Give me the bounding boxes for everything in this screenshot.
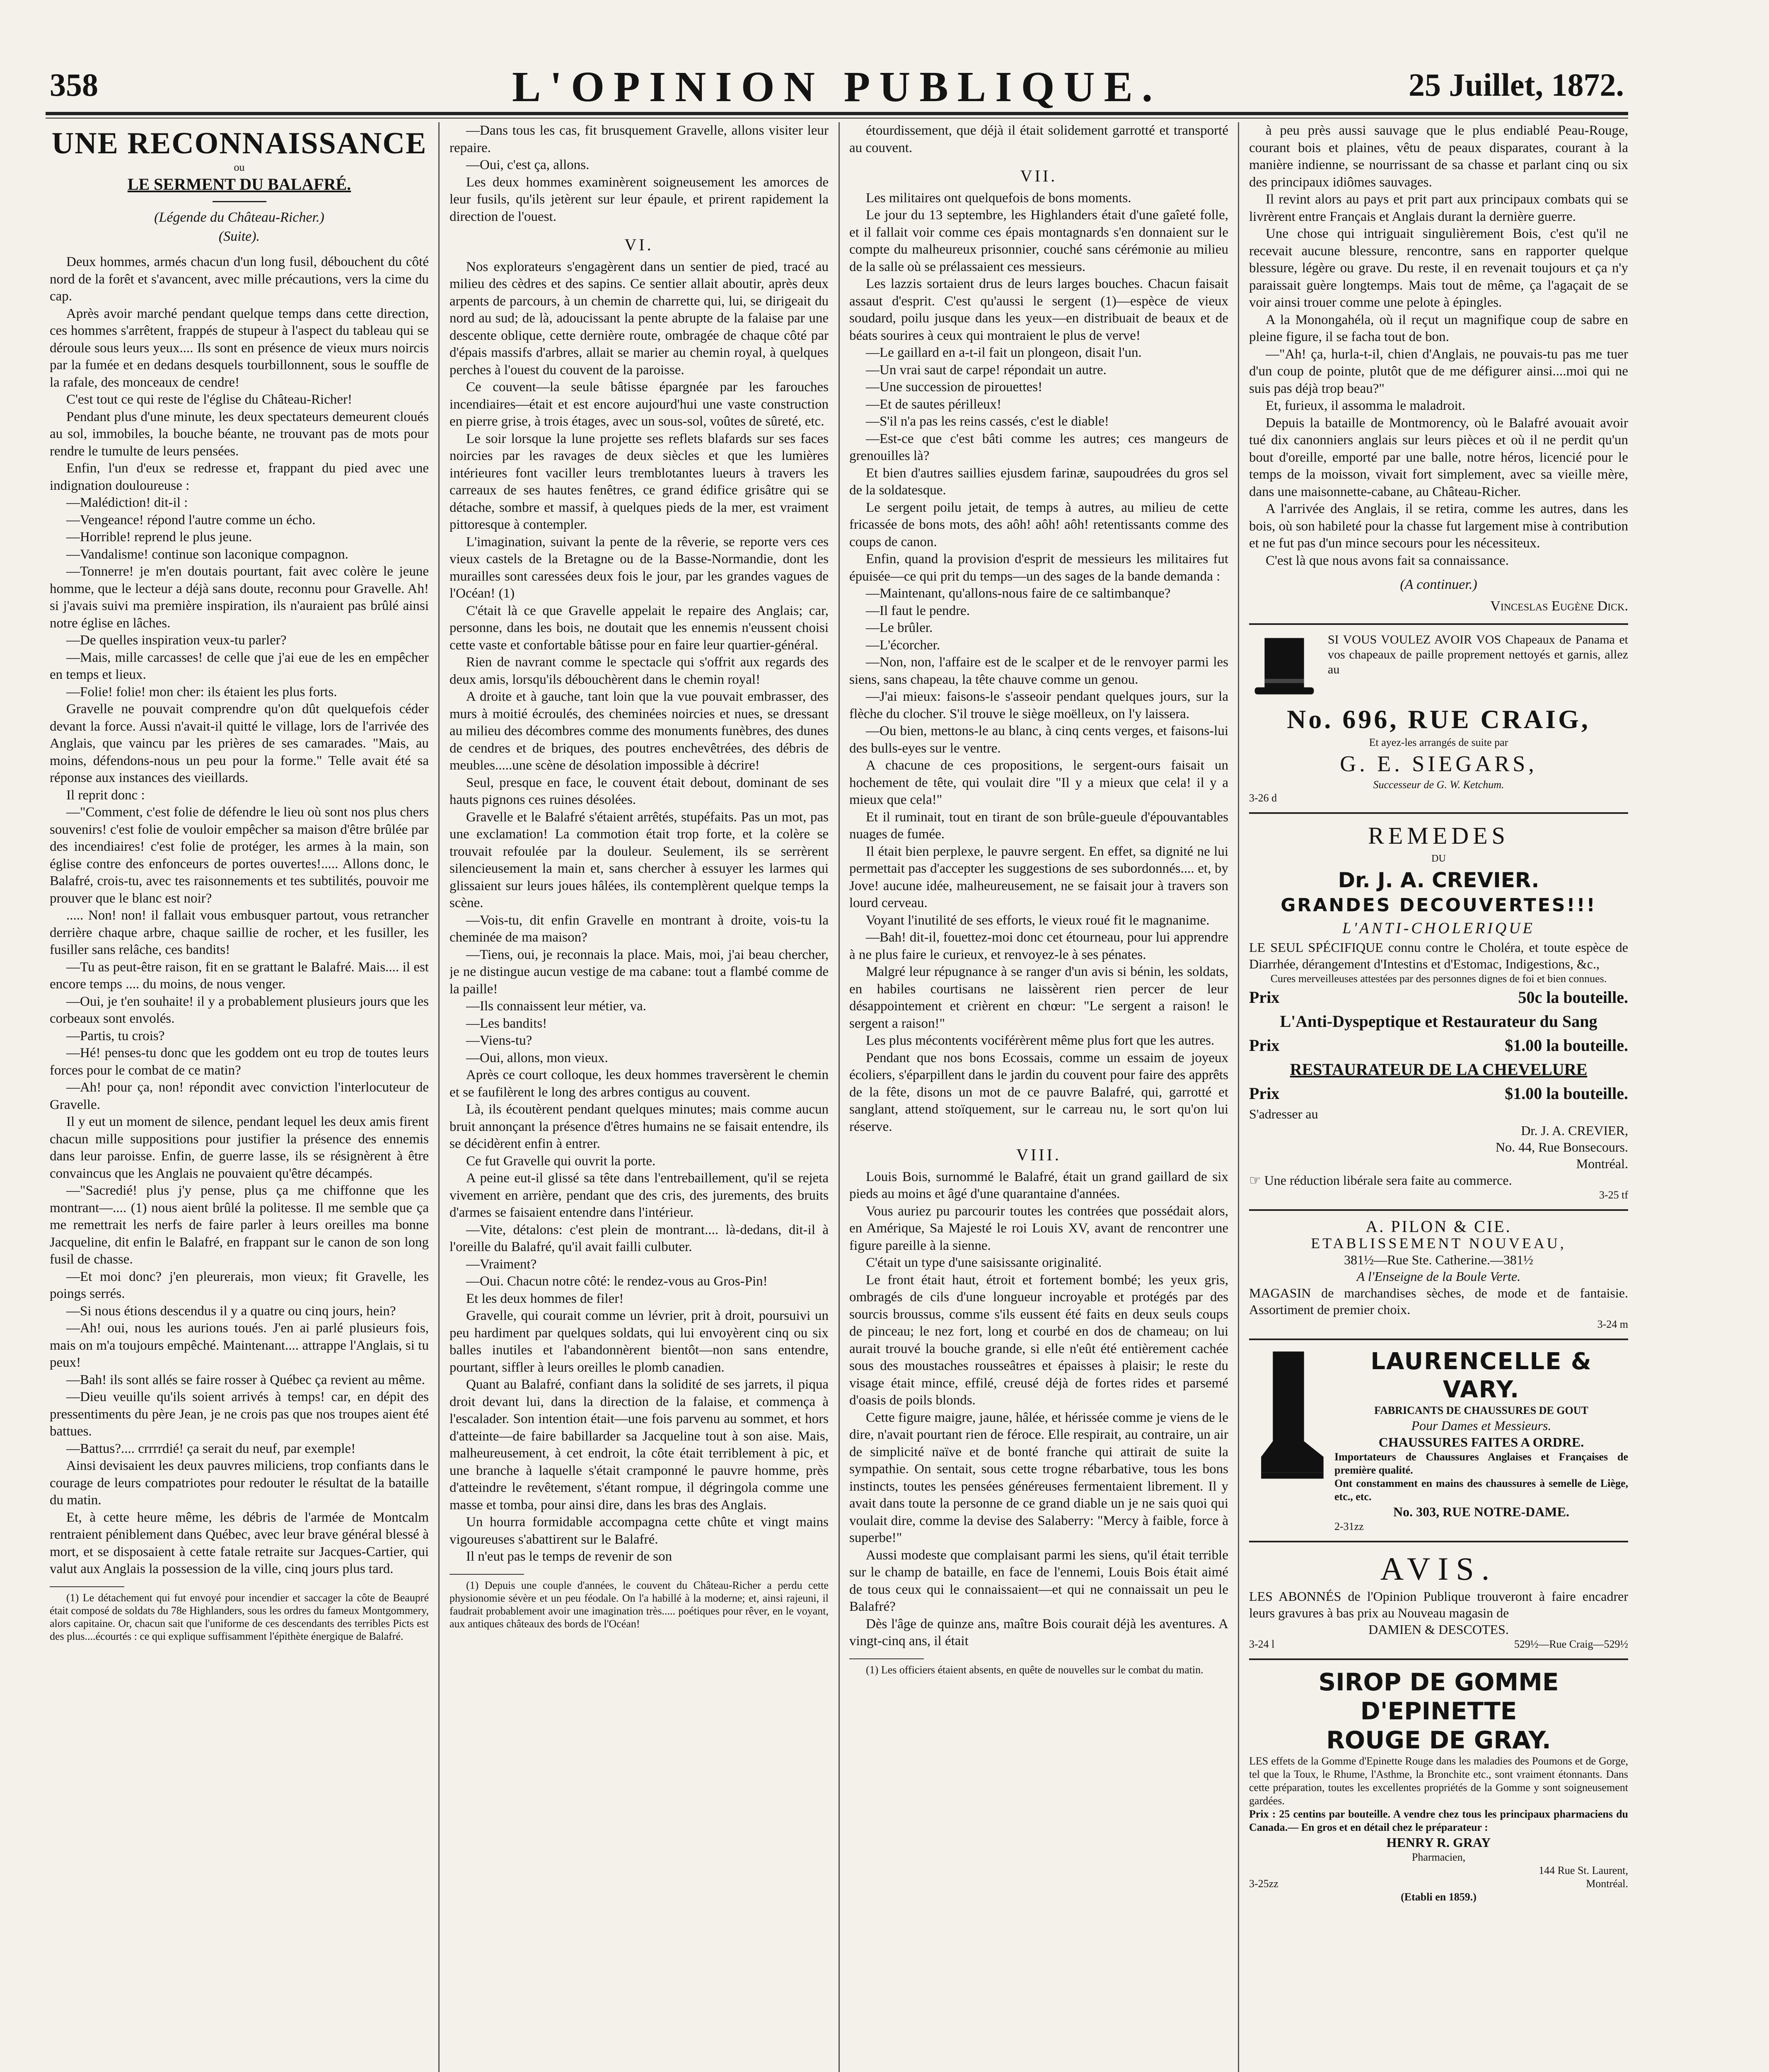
- hat-ad-name: G. E. SIEGARS,: [1340, 751, 1537, 776]
- paragraph: Aussi modeste que complaisant parmi les siens, qu'il était terrible sur le champ de bataille, en face de l'ennemi, Louis Bois était aimé de tous ceux qui le connaissaient—et qui ne connaissait un peu le Balafré?: [849, 1547, 1228, 1614]
- paragraph: —Vraiment?: [466, 1256, 537, 1272]
- paragraph: Vous auriez pu parcourir toutes les contrées que possédait alors, en Amérique, Sa Majesté le roi Louis XV, avant de rencontrer une figure pareille à la sienne.: [849, 1203, 1228, 1253]
- paragraph: Et il ruminait, tout en tirant de son brûle-gueule d'épouvantables nuages de fumée.: [849, 809, 1228, 842]
- remedes-text: LE SEUL SPÉCIFIQUE connu contre le Choléra, et toute espèce de Diarrhée, dérangement d'Intestins et d'Estomac, Indigestions, &c.,: [1249, 939, 1628, 971]
- laurencelle-ad: [1249, 1348, 1628, 1533]
- paragraph: —Dieu veuille qu'ils soient arrivés à temps! car, en dépit des pressentiments du père Jean, je ne crois pas que nos troupes aient été battues.: [50, 1389, 429, 1439]
- sirop-name: HENRY R. GRAY: [1386, 1835, 1491, 1850]
- section-heading: VI.: [624, 235, 654, 254]
- paragraph: —Hé! penses-tu donc que les goddem ont eu trop de toutes leurs forces pour le combat de ce matin?: [50, 1046, 429, 1078]
- article-title-connector: ou: [234, 161, 245, 173]
- paragraph: Rien de navrant comme le spectacle qui s'offrit aux regards des deux amis, lorsqu'ils débouchèrent dans le chemin royal!: [450, 655, 829, 687]
- paragraph: —Un vrai saut de carpe! répondait un autre.: [866, 362, 1107, 378]
- header-rule: [46, 112, 1628, 115]
- price-row: [1249, 1034, 1628, 1058]
- paragraph: L'imagination, suivant la pente de la rêverie, se reporte vers ces vieux castels de la Bretagne ou de la Basse-Normandie, dont les murailles sont caressées deux fois le jour, par les grandes vagues de l'Océan! (1): [450, 534, 829, 601]
- paragraph: Depuis la bataille de Montmorency, où le Balafré avouait avoir tué dix canonniers anglais sur leurs pièces et où il ne perdit qu'un bout d'oreille, emporté par une balle, notre héros, licencié pour le temps de la moisson, vivait fort simplement, avec sa vieille mère, dans une maisonnette-cabane, au Château-Richer.: [1249, 415, 1628, 499]
- paragraph: —Ah! pour ça, non! répondit avec conviction l'interlocuteur de Gravelle.: [50, 1080, 429, 1112]
- col4-body: [1249, 122, 1628, 569]
- remedes-restaurateur: RESTAURATEUR DE LA CHEVELURE: [1290, 1060, 1588, 1079]
- title-rule: [213, 201, 266, 202]
- paragraph: A chacune de ces propositions, le sergent-ours faisait un hochement de tête, qui voulait dire "Il y a mieux que cela! il y a mieux que cela!": [849, 758, 1228, 807]
- paragraph: A peine eut-il glissé sa tête dans l'entrebaillement, qu'il se rejeta vivement en arrière, pendant que des cris, des jurements, des bruits d'armes se faisaient entendre dans l'intérieur.: [450, 1171, 829, 1220]
- paragraph: Et bien d'autres saillies ejusdem farinæ, saupoudrées du gros sel de la soldatesque.: [849, 465, 1228, 498]
- masthead: [50, 62, 1624, 120]
- paragraph: Les militaires ont quelquefois de bons moments.: [866, 190, 1131, 206]
- paragraph: —Horrible! reprend le plus jeune.: [66, 530, 252, 545]
- pilon-ad: [1249, 1218, 1628, 1331]
- paragraph: —Vite, détalons: c'est plein de montrant.... là-dedans, dit-il à l'oreille du Balafré, qu'il avait failli culbuter.: [450, 1222, 829, 1254]
- section-heading: VIII.: [1016, 1145, 1061, 1164]
- paragraph: Il n'eut pas le temps de revenir de son: [466, 1549, 672, 1564]
- paragraph: —Tu as peut-être raison, fit en se grattant le Balafré. Mais.... il est encore temps .... du moins, de nous venger.: [50, 959, 429, 992]
- avis-address: 529½—Rue Craig—529½: [1514, 1638, 1628, 1650]
- ad-rule: [1249, 1209, 1628, 1211]
- paragraph: —S'il n'a pas les reins cassés, c'est le diable!: [866, 414, 1109, 429]
- avis-text: LES ABONNÉS de l'Opinion Publique trouveront à faire encadrer leurs gravures à bas prix au Nouveau magasin de: [1249, 1588, 1628, 1620]
- footnote: (1) Depuis une couple d'années, le couvent du Château-Richer a perdu cette physionomie sévère et un peu féodale. On l'a habillé à la moderne; et, ainsi rajeuni, il faudrait probablement avoir une imagination très..... poétiques pour rêver, en le voyant, aux antiques châteaux des bords de l'Océan!: [450, 1579, 829, 1630]
- paragraph: —Ah! oui, nous les aurions toués. J'en ai parlé plusieurs fois, mais on m'a toujours empêché. Maintenant.... attrappe l'Anglais, si tu peux!: [50, 1321, 429, 1370]
- ad-ref: 3-25zz: [1249, 1877, 1278, 1890]
- paragraph: Il y eut un moment de silence, pendant lequel les deux amis firent chacun mille suppositions pour justifier la présence des ennemis dans leur paroisse. Enfin, de guerre lasse, ils se résignèrent à être convaincus que les Anglais ne pouvaient qu'être décampés.: [50, 1114, 429, 1181]
- header-rule-thin: [46, 118, 1628, 119]
- footnote: (1) Les officiers étaient absents, en quête de nouvelles sur le combat du matin.: [866, 1663, 1204, 1676]
- sirop-city: Montréal.: [1586, 1877, 1628, 1890]
- paragraph: Il était bien perplexe, le pauvre sergent. En effet, sa dignité ne lui permettait pas d'accepter les suggestions de ses subordonnés.... et, by Jove! aucune idée, malheureusement, ne se faisait jour à travers son lourd cerveau.: [849, 844, 1228, 910]
- paragraph: Gravelle ne pouvait comprendre qu'on dût quelquefois céder devant la force. Aussi n'avait-il quitté le village, lors de l'arrivée des Anglais, que vaincu par les prières de ses camarades. "Mais, au moins, défendons-nous un peu pour la forme." Telle avait été sa réponse aux instances des vieillards.: [50, 702, 429, 785]
- sirop-prix: Prix : 25 centins par bouteille. A vendre chez tous les principaux pharmaciens du Canada.— En gros et en détail chez le préparateur :: [1249, 1808, 1628, 1833]
- remedes-cures: Cures merveilleuses attestées par des personnes dignes de foi et bien connues.: [1270, 972, 1607, 985]
- paragraph: —Partis, tu crois?: [66, 1028, 165, 1043]
- price-label: Prix: [1249, 1084, 1280, 1103]
- column-1: [50, 122, 429, 2072]
- issue-date: 25 Juillet, 1872.: [1409, 67, 1624, 103]
- article-title: UNE RECONNAISSANCE: [51, 126, 427, 160]
- paragraph: —Une succession de pirouettes!: [866, 380, 1043, 395]
- paragraph: Le sergent poilu jetait, de temps à autres, au milieu de cette fricassée de bons mots, des aôh! aôh! aôh! retentissants comme des coups de canon.: [849, 500, 1228, 549]
- column-4: [1249, 122, 1628, 2072]
- paragraph: Les plus mécontents vociférèrent même plus fort que les autres.: [866, 1033, 1215, 1048]
- top-hat-icon: [1249, 632, 1320, 703]
- paragraph: —Il faut le pendre.: [866, 603, 970, 618]
- paragraph: Une chose qui intriguait singulièrement Bois, c'est qu'il ne recevait aucune blessure, rencontre, sans en rapporter quelque blessure, légère ou grave. Du reste, il en revenait toujours et ça n'y paraissait guère longtemps. Mais tout de même, ça l'agaçait de se voir ainsi trouer comme une pelote à épingles.: [1249, 226, 1628, 310]
- paragraph: Et, à cette heure même, les débris de l'armée de Montcalm rentraient péniblement dans Québec, avec leur brave général blessé à mort, et se disposaient à cette fatale retraite sur Jacques-Cartier, qui valut aux Anglais la possession de la ville, cinq jours plus tard.: [50, 1510, 429, 1576]
- paragraph: —Et de sautes périlleux!: [866, 397, 1002, 412]
- paragraph: C'était un type d'une saisissante originalité.: [866, 1255, 1102, 1270]
- laurencelle-text2: Ont constamment en mains des chaussures à semelle de Liège, etc., etc.: [1334, 1477, 1628, 1503]
- price-value: 50c la bouteille.: [1518, 988, 1628, 1007]
- article-legend: (Légende du Château-Richer.): [154, 210, 324, 225]
- ad-rule: [1249, 1658, 1628, 1660]
- paragraph: Seul, presque en face, le couvent était debout, dominant de ses hauts pignons ces ruines désolées.: [450, 775, 829, 807]
- paragraph: —Viens-tu?: [466, 1033, 532, 1048]
- boot-icon: [1249, 1348, 1328, 1480]
- pilon-name: A. PILON & CIE.: [1365, 1217, 1512, 1236]
- ad-ref: 3-24 m: [1597, 1318, 1628, 1330]
- paragraph: Après ce court colloque, les deux hommes traversèrent le chemin et se faufilèrent le long des arbres contigus au couvent.: [450, 1067, 829, 1100]
- paragraph: —Non, non, l'affaire est de le scalper et de le renvoyer parmi les siens, sans chapeau, la tête chauve comme un genou.: [849, 655, 1228, 687]
- paragraph: Deux hommes, armés chacun d'un long fusil, débouchent du côté nord de la forêt et s'avancent, avec mille précautions, vers la cime du cap.: [50, 254, 429, 304]
- paragraph: Ainsi devisaient les deux pauvres miliciens, trop confiants dans le courage de leurs compatriotes pour redouter le résultat de la bataille du matin.: [50, 1458, 429, 1508]
- paragraph: Louis Bois, surnommé le Balafré, était un grand gaillard de six pieds au moins et âgé d'une quarantaine d'années.: [849, 1169, 1228, 1201]
- ad-ref: 3-24 l: [1249, 1638, 1275, 1650]
- paragraph: —"Ah! ça, hurla-t-il, chien d'Anglais, ne pouvais-tu pas me tuer d'un coup de pointe, plutôt que de me défigurer ainsi....moi qui ne suis pas déjà trop beau?": [1249, 346, 1628, 396]
- paragraph: Malgré leur répugnance à se ranger d'un avis si bénin, les soldats, en habiles courtisans ne laissèrent rien percer de leur désappointement et crièrent en chœur: "Le sergent a raison! le sergent a raison!": [849, 964, 1228, 1031]
- col3a-body: [849, 122, 1228, 157]
- ad-ref: 3-25 tf: [1599, 1188, 1628, 1201]
- laurencelle-pour: Pour Dames et Messieurs.: [1411, 1418, 1552, 1433]
- avis-name: DAMIEN & DESCOTES.: [1368, 1622, 1509, 1637]
- remedes-reduction: ☞ Une réduction libérale sera faite au commerce.: [1249, 1172, 1512, 1188]
- author-signature: Vinceslas Eugène Dick.: [1490, 598, 1628, 614]
- paragraph: —Le brûler.: [866, 620, 933, 635]
- paragraph: à peu près aussi sauvage que le plus endiablé Peau-Rouge, courant bois et plaines, vêtu de peaux disparates, courant à la manière indienne, se nourrissant de sa chasse et parlant cinq ou six des principaux idiômes sauvages.: [1249, 123, 1628, 190]
- remedes-title: REMEDES: [1368, 822, 1509, 849]
- newspaper-title: L'OPINION PUBLIQUE.: [512, 63, 1162, 111]
- column-divider: [839, 122, 840, 2072]
- paragraph: —Battus?.... crrrrdié! ça serait du neuf, par exemple!: [66, 1441, 356, 1456]
- price-value: $1.00 la bouteille.: [1505, 1084, 1628, 1103]
- col3c-body: [849, 1169, 1228, 1650]
- col2-body: [450, 122, 829, 225]
- remedes-address-line: No. 44, Rue Bonsecours.: [1496, 1139, 1628, 1155]
- hat-ad-sub: Et ayez-les arrangés de suite par: [1369, 736, 1508, 748]
- paragraph: —Oui. Chacun notre côté: le rendez-vous au Gros-Pin!: [466, 1274, 768, 1289]
- remedes-du: DU: [1431, 853, 1446, 864]
- paragraph: Pendant que nos bons Ecossais, comme un essaim de joyeux écoliers, s'éparpillent dans le jardin du couvent pour faire des apprêts de la fête, disons un mot de ce pauvre Balafré, qui, garrotté et sanglant, attend stoïquement, sur le carreau nu, le sort qu'on lui réserve.: [849, 1050, 1228, 1134]
- price-label: Prix: [1249, 988, 1280, 1007]
- paragraph: A droite et à gauche, tant loin que la vue pouvait embrasser, des murs à moitié écroulés, des cheminées noircies et nues, se dressant au milieu des décombres comme des monuments funèbres, des dunes de cendres et de briques, des poutres enchevêtrées, des débris de meubles.....une scène de désolation impossible à décrire!: [450, 689, 829, 773]
- paragraph: —Si nous étions descendus il y a quatre ou cinq jours, hein?: [66, 1303, 396, 1319]
- paragraph: C'était là ce que Gravelle appelait le repaire des Anglais; car, personne, dans les bois, ne doutait que les ennemis n'eussent choisi cette vaste et confortable bâtisse pour en faire leur quartier-général.: [450, 603, 829, 653]
- column-2: [450, 122, 829, 2072]
- paragraph: Quant au Balafré, confiant dans la solidité de ses jarrets, il piqua droit devant lui, dans la direction de la falaise, et commença à l'escalader. Son intention était—une fois parvenu au sommet, et hors d'atteinte—de faire babillarder sa Jacqueline tout à son aise. Mais, malheureusement, à cet endroit, la côte était terriblement à pic, et une branche à laquelle s'était cramponné le pauvre homme, près d'atteindre le revêtement, s'étant rompue, il dégringola comme une masse et tomba, pour ainsi dire, dans les bras des Anglais.: [450, 1377, 829, 1513]
- paragraph: Enfin, l'un d'eux se redresse et, frappant du pied avec une indignation douloureuse :: [50, 461, 429, 493]
- remedes-address-name: Dr. J. A. CREVIER,: [1521, 1123, 1628, 1138]
- price-value: $1.00 la bouteille.: [1505, 1036, 1628, 1055]
- paragraph: —J'ai mieux: faisons-le s'asseoir pendant quelques jours, sur la flèche du clocher. S'il trouve le siège moëlleux, on l'y laissera.: [849, 689, 1228, 721]
- paragraph: Le front était haut, étroit et fortement bombé; les yeux gris, ombragés de cils d'une longueur incroyable et protégés par des sourcis broussus, comme s'ils eussent été faits en deux seuls coups de pinceau; le nez fort, long et courbé en dos de chameau; on lui aurait trouvé la bouche grande, si elle n'eût été entièrement cachée sous des moustaches rousseâtres et épaisses à plaisir; le reste du visage était mince, effilé, creusé déjà de fortes rides et parsemé d'oasis de poils blonds.: [849, 1272, 1228, 1408]
- paragraph: A la Monongahéla, où il reçut un magnifique coup de sabre en pleine figure, il se facha tout de bon.: [1249, 312, 1628, 344]
- remedes-doctor: Dr. J. A. CREVIER.: [1338, 868, 1539, 892]
- paragraph: —De quelles inspiration veux-tu parler?: [66, 633, 287, 648]
- paragraph: Il revint alors au pays et prit part aux principaux combats qui se livrèrent entre Français et Anglais durant la dernière guerre.: [1249, 192, 1628, 224]
- paragraph: —Oui, je t'en souhaite! il y a probablement plusieurs jours que les corbeaux sont envolés.: [50, 994, 429, 1026]
- paragraph: —Folie! folie! mon cher: ils étaient les plus forts.: [66, 684, 337, 700]
- paragraph: —Dans tous les cas, fit brusquement Gravelle, allons visiter leur repaire.: [450, 123, 829, 155]
- paragraph: Un hourra formidable accompagna cette chûte et vingt mains vigoureuses s'abattirent sur le Balafré.: [450, 1515, 829, 1547]
- laurencelle-text1: Importateurs de Chaussures Anglaises et Françaises de première qualité.: [1334, 1450, 1628, 1476]
- pilon-text: MAGASIN de marchandises sèches, de mode et de fantaisie. Assortiment de premier choix.: [1249, 1285, 1628, 1317]
- paragraph: A l'arrivée des Anglais, il se retira, comme les autres, dans les bois, où son habileté pour la chasse fut largement mise à contribution et ne fut pas d'un mince secours pour les nécessiteux.: [1249, 501, 1628, 551]
- paragraph: —Le gaillard en a-t-il fait un plongeon, disait l'un.: [866, 345, 1142, 360]
- col2b-body: [450, 259, 829, 1566]
- pointing-hand-icon: ☞: [1249, 1172, 1264, 1188]
- paragraph: Après avoir marché pendant quelque temps dans cette direction, ces hommes s'arrêtent, frappés de stupeur à l'aspect du tableau qui se déroule sous leurs yeux.... Ils sont en présence de vieux murs noircis par la fumée et en dedans desquels tourbillonnent, sous le souffle de la rafale, des monceaux de cendre!: [50, 306, 429, 390]
- paragraph: ..... Non! non! il fallait vous embusquer partout, vous retrancher derrière chaque arbre, chaque saillie de rocher, et les fusiller, les fusiller sans relâche, ces bandits!: [50, 908, 429, 957]
- paragraph: Gravelle et le Balafré s'étaient arrêtés, stupéfaits. Pas un mot, pas une exclamation! La commotion était trop forte, et la colère se trouvait refoulée par la douleur. Seulement, ils se serrèrent silencieusement la main et, sans chercher à essuyer les larmes qui glissaient sur leurs joues hâlées, ils contemplèrent quelque temps la scène.: [450, 809, 829, 910]
- sirop-ad: [1249, 1668, 1628, 1904]
- col3b-body: [849, 190, 1228, 1136]
- col1-body: [50, 254, 429, 1578]
- pilon-line2: ETABLISSEMENT NOUVEAU,: [1311, 1234, 1566, 1251]
- paragraph: Dès l'âge de quinze ans, maître Bois courait déjà les aventures. A vingt-cinq ans, il était: [849, 1616, 1228, 1648]
- sirop-established: (Etabli en 1859.): [1401, 1890, 1477, 1903]
- laurencelle-headline: CHAUSSURES FAITES A ORDRE.: [1378, 1434, 1584, 1450]
- paragraph: Cette figure maigre, jaune, hâlée, et hérissée comme je viens de le dire, n'avait pourtant rien de féroce. Elle respirait, au contraire, un air de simplicité naïve et de bonté franche qui attirait de suite la sympathie. On sentait, sous cette trogne rébarbative, tous les bons instincts, toutes les pensées généreuses fermentaient librement. Il y avait dans toute la personne de ce grand diable un je ne sais quoi qui voulait dire, comme la devise des Salaberry: "Mercy à faible, force à superbe!": [849, 1410, 1228, 1545]
- page-number: 358: [50, 67, 98, 103]
- article-suite: (Suite).: [218, 229, 260, 244]
- laurencelle-address: No. 303, RUE NOTRE-DAME.: [1393, 1504, 1569, 1519]
- remedes-address-label: S'adresser au: [1249, 1106, 1318, 1121]
- paragraph: Le soir lorsque la lune projette ses reflets blafards sur ses faces noircies par les ravages de deux siècles et que les lumières intérieures font vaciller leurs tremblotantes lueurs à travers les carreaux de ses hautes fenêtres, ce grand édifice grisâtre qui se détache, sombre et massif, à quelques pieds de la mer, est vraiment pittoresque à contempler.: [450, 431, 829, 532]
- hat-ad-successor: Successeur de G. W. Ketchum.: [1373, 778, 1504, 791]
- paragraph: Ce fut Gravelle qui ouvrit la porte.: [466, 1153, 656, 1169]
- paragraph: —Oui, allons, mon vieux.: [466, 1050, 608, 1065]
- avis-footer: [1249, 1638, 1628, 1651]
- paragraph: —Ou bien, mettons-le au blanc, à cinq cents verges, et faisons-lui des bulls-eyes sur le ventre.: [849, 724, 1228, 756]
- article-subtitle: LE SERMENT DU BALAFRÉ.: [127, 175, 351, 194]
- remedes-ad: [1249, 821, 1628, 1202]
- sirop-footer: [1249, 1877, 1628, 1890]
- remedes-headline: GRANDES DECOUVERTES!!!: [1281, 894, 1597, 916]
- pilon-enseigne: A l'Enseigne de la Boule Verte.: [1356, 1268, 1521, 1284]
- paragraph: —Oui, c'est ça, allons.: [466, 157, 590, 172]
- paragraph: Et, furieux, il assomma le maladroit.: [1266, 398, 1466, 413]
- paragraph: —Et moi donc? j'en pleurerais, mon vieux; fit Gravelle, les poings serrés.: [50, 1269, 429, 1301]
- paragraph: —Tiens, oui, je reconnais la place. Mais, moi, j'ai beau chercher, je ne distingue aucun vestige de ma cabane: tout a flambé comme de la paille!: [450, 947, 829, 997]
- footnote-rule: [450, 1574, 524, 1575]
- paragraph: Là, ils écoutèrent pendant quelques minutes; mais comme aucun bruit annonçant la présence d'êtres humains ne se faisait entendre, ils se décidèrent enfin à entrer.: [450, 1102, 829, 1151]
- paragraph: —Bah! dit-il, fouettez-moi donc cet étourneau, pour lui apprendre à ne plus faire le curieux, et renvoyez-le à ses pénates.: [849, 930, 1228, 962]
- paragraph: —Bah! ils sont allés se faire rosser à Québec ça revient au même.: [66, 1372, 425, 1387]
- ad-rule: [1249, 623, 1628, 625]
- avis-title: AVIS.: [1380, 1550, 1497, 1587]
- paragraph: Le jour du 13 septembre, les Highlanders était d'une gaîeté folle, et il fallait voir comme ces épais montagnards s'en donnaient sur le compte du malheureux prisonnier, couché sans cérémonie au milieu de la salle où se prélassaient ces messieurs.: [849, 208, 1228, 274]
- footnote-rule: [50, 1586, 124, 1587]
- paragraph: C'est là que nous avons fait sa connaissance.: [1266, 553, 1509, 568]
- remedes-address-city: Montréal.: [1576, 1156, 1628, 1171]
- avis-ad: [1249, 1550, 1628, 1651]
- price-label: Prix: [1249, 1036, 1280, 1055]
- paragraph: Nos explorateurs s'engagèrent dans un sentier de pied, tracé au milieu des cèdres et des sapins. Ce sentier allait aboutir, après deux arpents de parcours, à un chemin de charrette qui, lui, se dirigeait du nord au sud; de là, adoucissant la pente abrupte de la falaise par une descente oblique, cette dernière route, ombragée de chaque côté par d'épais massifs d'arbres, allait se marier au chemin royal, à quelques perches à l'ouest du couvent de la paroisse.: [450, 259, 829, 378]
- paragraph: —Maintenant, qu'allons-nous faire de ce saltimbanque?: [866, 586, 1171, 601]
- remedes-anti2: L'Anti-Dyspeptique et Restaurateur du Sang: [1280, 1012, 1597, 1031]
- sirop-address: 144 Rue St. Laurent,: [1539, 1864, 1628, 1876]
- paragraph: —Est-ce que c'est bâti comme les autres; ces mangeurs de grenouilles là?: [849, 431, 1228, 463]
- hat-ad-address: No. 696, RUE CRAIG,: [1287, 704, 1590, 734]
- sirop-title-2: ROUGE DE GRAY.: [1326, 1726, 1551, 1754]
- paragraph: —Tonnerre! je m'en doutais pourtant, fait avec colère le jeune homme, que le lecteur a déjà sans doute, reconnu pour Gravelle. Ah! si j'avais suivi ma première inspiration, ils n'auraient pas brûlé ainsi notre église en lâches.: [50, 564, 429, 631]
- paragraph: —Les bandits!: [466, 1016, 547, 1031]
- laurencelle-sub: FABRICANTS DE CHAUSSURES DE GOUT: [1374, 1404, 1588, 1416]
- sirop-text: LES effets de la Gomme d'Epinette Rouge dans les maladies des Poumons et de Gorge, tel que la Toux, le Rhume, l'Asthme, la Bronchite etc., sont vraiment étonnants. Dans cette préparation, toutes les excellentes propriétés de la Gomme y sont soigneusement gardées.: [1249, 1755, 1628, 1807]
- paragraph: —Vandalisme! continue son laconique compagnon.: [66, 547, 348, 562]
- paragraph: —Mais, mille carcasses! de celle que j'ai eue de les en empêcher en temps et lieux.: [50, 650, 429, 682]
- paragraph: Les deux hommes examinèrent soigneusement les amorces de leur fusils, qu'ils jetèrent sur leur épaule, et prirent rapidement la direction de l'ouest.: [450, 174, 829, 224]
- paragraph: Ce couvent—la seule bâtisse épargnée par les farouches incendiaires—était et est encore aujourd'hui une vaste construction en pierre grise, à trois étages, avec un sous-sol, voûtes de sûreté, etc.: [450, 380, 829, 429]
- remedes-anti: L'ANTI-CHOLERIQUE: [1342, 919, 1535, 937]
- footnote-rule: [849, 1658, 924, 1659]
- sirop-title-1: SIROP DE GOMME D'EPINETTE: [1318, 1668, 1559, 1725]
- paragraph: —Vois-tu, dit enfin Gravelle en montrant à droite, vois-tu la cheminée de ma maison?: [450, 913, 829, 945]
- footnote: (1) Le détachement qui fut envoyé pour incendier et saccager la côte de Beaupré était composé de soldats du 78e Highlanders, sous les ordres du fameux Montgommery, alors capitaine. Or, chacun sait que l'uniforme de ces descendants des terribles Picts est des plus....écourtés : ce qui explique suffisamment l'épithète énergique de Balafré.: [50, 1591, 429, 1642]
- ad-ref: 3-26 d: [1249, 792, 1277, 804]
- paragraph: Et les deux hommes de filer!: [466, 1291, 624, 1306]
- column-divider: [1238, 122, 1239, 2072]
- paragraph: Gravelle, qui courait comme un lévrier, prit à droit, poursuivi un peu hardiment par quelques soldats, qui lui envoyèrent cinq ou six balles inutiles et l'abandonnèrent bientôt—non sans entendre, pourtant, siffler à leurs oreilles le plomb canadien.: [450, 1308, 829, 1375]
- ad-rule: [1249, 1541, 1628, 1542]
- ad-rule: [1249, 1339, 1628, 1340]
- column-3: [849, 122, 1228, 2072]
- to-continue: (A continuer.): [1400, 577, 1477, 592]
- section-heading: VII.: [1020, 167, 1058, 185]
- price-row: [1249, 985, 1628, 1009]
- paragraph: —"Comment, c'est folie de défendre le lieu où sont nos plus chers souvenirs! c'est folie de vouloir empêcher sa maison d'être brûlée par des incendiaires! c'est folie de protéger, les armes à la main, son église contre des enfonceurs de portes ouvertes!..... Allons donc, le Balafré, crois-tu, avec tes raisonnements et tes subtilités, pouvoir me prouver que le blanc est noir?: [50, 805, 429, 906]
- paragraph: —Vengeance! répond l'autre comme un écho.: [66, 512, 316, 528]
- paragraph: C'est tout ce qui reste de l'église du Château-Richer!: [66, 392, 353, 407]
- price-row: [1249, 1082, 1628, 1106]
- hat-ad-text: SI VOUS VOULEZ AVOIR VOS Chapeaux de Panama et vos chapeaux de paille proprement nettoyés et garnis, allez au: [1328, 632, 1628, 676]
- paragraph: Les lazzis sortaient drus de leurs larges bouches. Chacun faisait assaut d'esprit. C'est qu'aussi le sergent (1)—espèce de vieux soudard, poilu jusque dans les yeux—en distribuait de beaux et de béats sourires à ceux qui montraient le plus de verve!: [849, 276, 1228, 343]
- ad-rule: [1249, 812, 1628, 814]
- paragraph: —L'écorcher.: [866, 637, 940, 653]
- column-divider: [438, 122, 440, 2072]
- paragraph: étourdissement, que déjà il était solidement garrotté et transporté au couvent.: [849, 123, 1228, 155]
- paragraph: Pendant plus d'une minute, les deux spectateurs demeurent cloués au sol, immobiles, la bouche béante, ne trouvant pas de mots pour rendre le tumulte de leurs pensées.: [50, 409, 429, 459]
- paragraph: Il reprit donc :: [66, 787, 145, 803]
- paragraph: Enfin, quand la provision d'esprit de messieurs les militaires fut épuisée—ce qui prit du temps—un des sages de la bande demanda :: [849, 552, 1228, 584]
- pilon-address: 381½—Rue Ste. Catherine.—381½: [1344, 1252, 1533, 1267]
- sirop-title-3: Pharmacien,: [1411, 1851, 1466, 1863]
- paragraph: —"Sacredié! plus j'y pense, plus ça me chiffonne que les montrant—.... (1) nous aient brûlé la politesse. Il me semble que ça me remettrait les nerfs de faire parler à leurs oreilles ma bonne Jacqueline, dit enfin le Balafré, en frappant sur le canon de son long fusil de chasse.: [50, 1183, 429, 1267]
- paragraph: —Ils connaissent leur métier, va.: [466, 999, 646, 1014]
- laurencelle-name: LAURENCELLE & VARY.: [1370, 1348, 1592, 1403]
- paragraph: —Malédiction! dit-il :: [66, 495, 188, 510]
- hat-ad: [1249, 632, 1628, 805]
- paragraph: Voyant l'inutilité de ses efforts, le vieux roué fit le magnanime.: [866, 913, 1210, 928]
- ad-ref: 2-31zz: [1334, 1520, 1364, 1532]
